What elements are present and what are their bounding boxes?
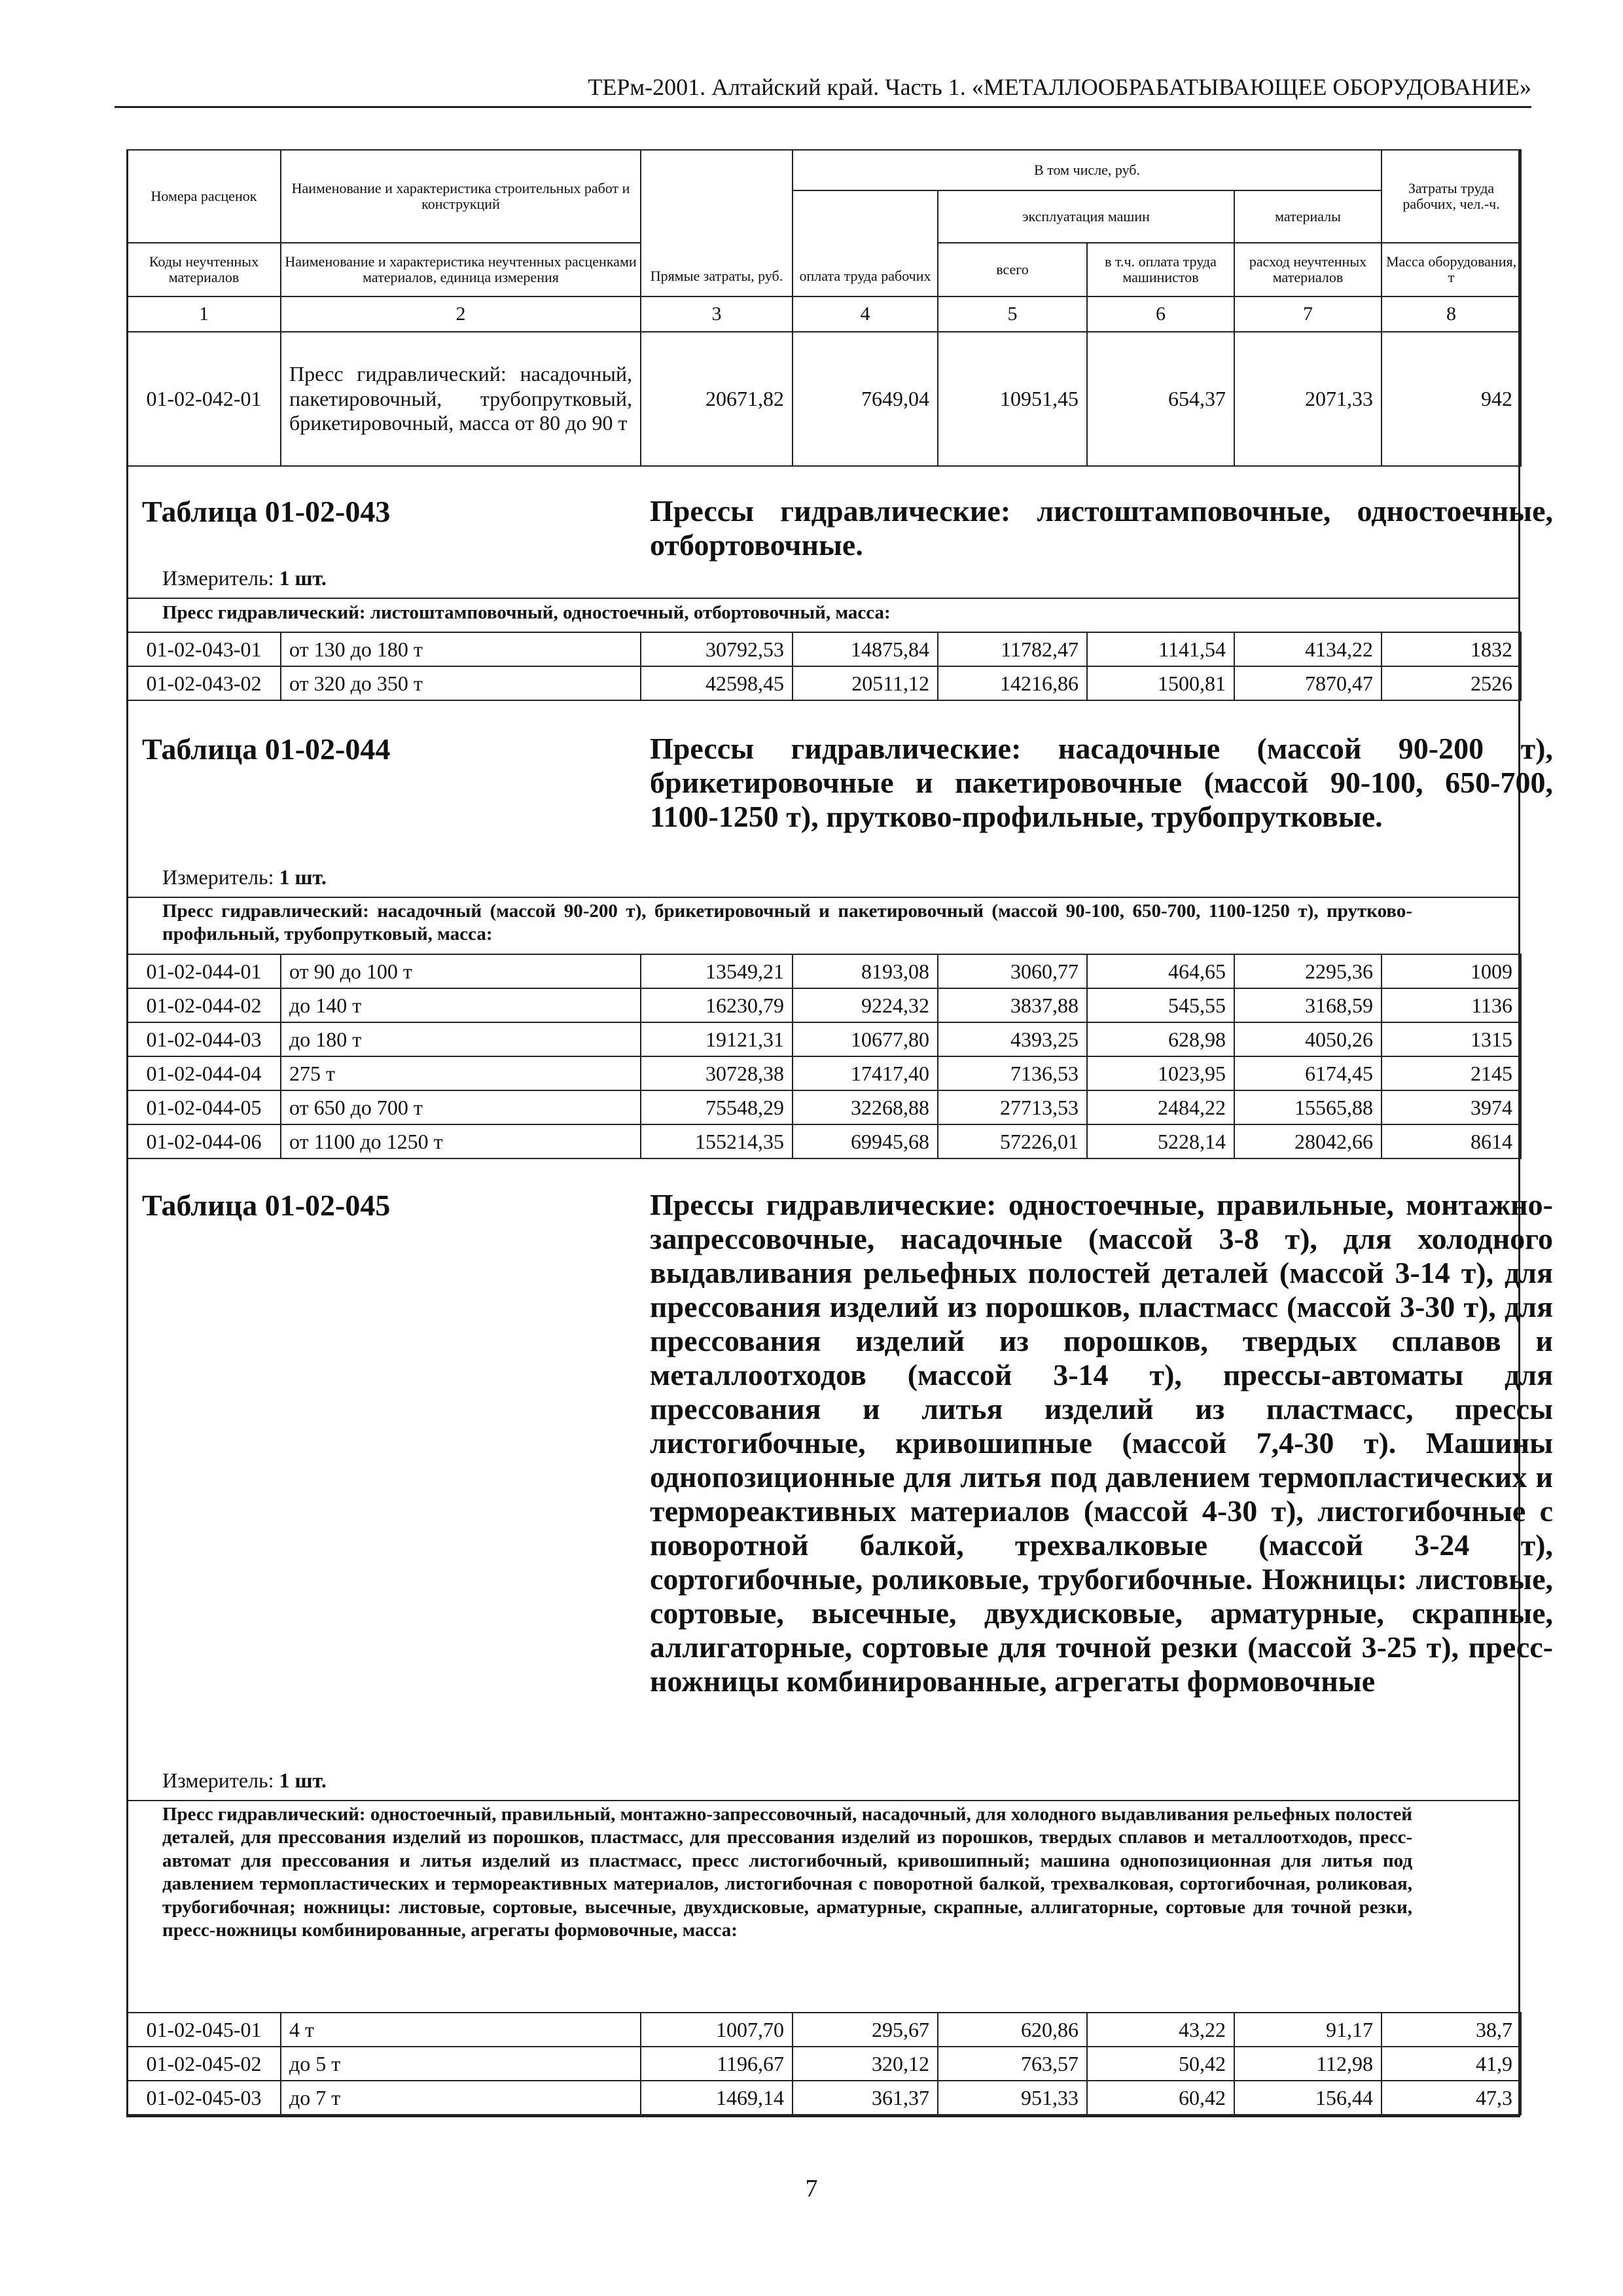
measure-unit: Измеритель: 1 шт.: [162, 1768, 327, 1792]
machines-total-value: 10951,45: [938, 332, 1087, 466]
rate-code: 01-02-044-04: [127, 1056, 281, 1090]
machinists-pay-value: 628,98: [1087, 1022, 1234, 1056]
page-number: 7: [805, 2175, 818, 2202]
materials-value: 91,17: [1234, 2013, 1382, 2047]
table-row: [127, 1124, 1521, 1158]
rate-name: от 320 до 350 т: [281, 666, 641, 700]
machines-total-value: 11782,47: [938, 632, 1087, 666]
machinists-pay-value: 464,65: [1087, 954, 1234, 988]
header-rule: [115, 106, 1531, 108]
materials-value: 2071,33: [1234, 332, 1382, 466]
equipment-mass-header: Масса оборудования, т: [1382, 243, 1521, 296]
machines-total-value: 3837,88: [938, 988, 1087, 1022]
table-row: [127, 954, 1521, 988]
rate-code: 01-02-044-06: [127, 1124, 281, 1158]
unaccounted-materials-header: расход неучтенных материалов: [1234, 243, 1382, 296]
rate-name: до 180 т: [281, 1022, 641, 1056]
labor-pay-value: 20511,12: [793, 666, 938, 700]
materials-value: 4050,26: [1234, 1022, 1382, 1056]
labor-pay-value: 69945,68: [793, 1124, 938, 1158]
materials-value: 2295,36: [1234, 954, 1382, 988]
column-number: 3: [641, 296, 793, 332]
rates-table: [126, 954, 1522, 1159]
column-number: 6: [1087, 296, 1234, 332]
labor-pay-value: 10677,80: [793, 1022, 938, 1056]
table-row: [127, 988, 1521, 1022]
machines-total-value: 3060,77: [938, 954, 1087, 988]
table-title: Прессы гидравлические: насадочные (массой 90-200 т), брикетировочные и пакетировочные (массой 90-100, 650-700, 1100-1250 т), прутково-профильные, трубопрутковые.: [650, 732, 1553, 833]
rate-code: 01-02-044-05: [127, 1090, 281, 1124]
column-header-table: [126, 149, 1522, 467]
column-number: 7: [1234, 296, 1382, 332]
machines-header: эксплуатация машин: [938, 190, 1234, 243]
labor-pay-value: 14875,84: [793, 632, 938, 666]
rates-table: [126, 632, 1522, 701]
table-title: Прессы гидравлические: листоштамповочные, одностоечные, отбортовочные.: [650, 494, 1553, 562]
materials-header: материалы: [1234, 190, 1382, 243]
direct-costs-value: 30792,53: [641, 632, 793, 666]
table-label: Таблица 01-02-043: [142, 495, 391, 528]
table-row: [127, 1056, 1521, 1090]
rate-name: Пресс гидравлический: насадочный, пакетировочный, трубопрутковый, брикетировочный, масса от 80 до 90 т: [281, 332, 641, 466]
machines-total-header: всего: [938, 243, 1087, 296]
machinists-pay-header: в т.ч. оплата труда машинистов: [1087, 243, 1234, 296]
materials-value: 28042,66: [1234, 1124, 1382, 1158]
machines-total-value: 4393,25: [938, 1022, 1087, 1056]
machines-total-value: 27713,53: [938, 1090, 1087, 1124]
labor-costs-value: 2145: [1382, 1056, 1521, 1090]
labor-costs-value: 1009: [1382, 954, 1521, 988]
labor-costs-value: 1315: [1382, 1022, 1521, 1056]
divider: [126, 1800, 1520, 1801]
name-materials-header: Наименование и характеристика неучтенных расценками материалов, единица измерения: [281, 243, 641, 296]
rate-name: до 140 т: [281, 988, 641, 1022]
name-works-header: Наименование и характеристика строительных работ и конструкций: [281, 150, 641, 243]
table-description: Пресс гидравлический: насадочный (массой 90-200 т), брикетировочный и пакетировочный (массой 90-100, 650-700, 1100-1250 т), прутково-профильный, трубопрутковый, масса:: [162, 901, 1412, 945]
labor-costs-value: 47,3: [1382, 2081, 1521, 2115]
table-description: Пресс гидравлический: одностоечный, правильный, монтажно-запрессовочный, насадочный, для холодного выдавливания рельефных полостей деталей, для прессования изделий из порошков, пластмасс, для прессования изделий из порошков, твердых сплавов и металлоотходов, пресс-автомат для прессования и литья изделий из пластмасс, пресс листогибочный, кривошипный; машина однопозиционная для литья под давлением термопластических и термореактивных материалов, листогибочная с поворотной балкой, трехвалковая, сортогибочная, роликовая, трубогибочная; ножницы: листовые, сортовые, высечные, двухдисковые, арматурные, скрапные, аллигаторные, сортовые для точной резки, пресс-ножницы комбинированные, агрегаты формовочные, масса:: [162, 1804, 1412, 1941]
machines-total-value: 57226,01: [938, 1124, 1087, 1158]
labor-costs-value: 1136: [1382, 988, 1521, 1022]
rate-code: 01-02-045-02: [127, 2047, 281, 2081]
labor-costs-value: 1832: [1382, 632, 1521, 666]
column-number: 2: [281, 296, 641, 332]
rate-code: 01-02-045-03: [127, 2081, 281, 2115]
table-row: [127, 632, 1521, 666]
machines-total-value: 620,86: [938, 2013, 1087, 2047]
rate-name: 275 т: [281, 1056, 641, 1090]
direct-costs-value: 16230,79: [641, 988, 793, 1022]
codes-materials-header: Коды неучтенных материалов: [127, 243, 281, 296]
table-description: Пресс гидравлический: листоштамповочный, одностоечный, отбортовочный, масса:: [162, 602, 891, 623]
divider: [126, 598, 1520, 599]
rate-code: 01-02-044-03: [127, 1022, 281, 1056]
table-row: [127, 1090, 1521, 1124]
labor-pay-value: 9224,32: [793, 988, 938, 1022]
labor-costs-value: 3974: [1382, 1090, 1521, 1124]
machinists-pay-value: 654,37: [1087, 332, 1234, 466]
rate-name: от 1100 до 1250 т: [281, 1124, 641, 1158]
rates-table: [126, 2012, 1522, 2115]
running-header: ТЕРм-2001. Алтайский край. Часть 1. «МЕТАЛЛООБРАБАТЫВАЮЩЕЕ ОБОРУДОВАНИЕ»: [588, 74, 1531, 100]
labor-costs-header: Затраты труда рабочих, чел.-ч.: [1382, 150, 1521, 243]
labor-costs-value: 38,7: [1382, 2013, 1521, 2047]
table-label: Таблица 01-02-045: [142, 1189, 391, 1222]
table-row: [127, 332, 1521, 466]
materials-value: 3168,59: [1234, 988, 1382, 1022]
column-number: 5: [938, 296, 1087, 332]
direct-costs-value: 1196,67: [641, 2047, 793, 2081]
machinists-pay-value: 545,55: [1087, 988, 1234, 1022]
materials-value: 6174,45: [1234, 1056, 1382, 1090]
labor-pay-value: 7649,04: [793, 332, 938, 466]
machinists-pay-value: 43,22: [1087, 2013, 1234, 2047]
direct-costs-header: Прямые затраты, руб.: [641, 150, 793, 296]
machinists-pay-value: 1500,81: [1087, 666, 1234, 700]
labor-costs-value: 942: [1382, 332, 1521, 466]
rate-name: до 7 т: [281, 2081, 641, 2115]
column-number: 4: [793, 296, 938, 332]
labor-pay-value: 295,67: [793, 2013, 938, 2047]
table-label: Таблица 01-02-044: [142, 732, 391, 766]
rate-code: 01-02-042-01: [127, 332, 281, 466]
rate-name: 4 т: [281, 2013, 641, 2047]
table-row: [127, 2081, 1521, 2115]
direct-costs-value: 75548,29: [641, 1090, 793, 1124]
table-row: [127, 1022, 1521, 1056]
labor-pay-value: 320,12: [793, 2047, 938, 2081]
machinists-pay-value: 5228,14: [1087, 1124, 1234, 1158]
machines-total-value: 14216,86: [938, 666, 1087, 700]
labor-costs-value: 8614: [1382, 1124, 1521, 1158]
materials-value: 112,98: [1234, 2047, 1382, 2081]
machines-total-value: 7136,53: [938, 1056, 1087, 1090]
labor-pay-value: 361,37: [793, 2081, 938, 2115]
machines-total-value: 951,33: [938, 2081, 1087, 2115]
materials-value: 4134,22: [1234, 632, 1382, 666]
rate-name: до 5 т: [281, 2047, 641, 2081]
labor-costs-value: 41,9: [1382, 2047, 1521, 2081]
machinists-pay-value: 1141,54: [1087, 632, 1234, 666]
labor-pay-value: 17417,40: [793, 1056, 938, 1090]
rate-code: 01-02-043-02: [127, 666, 281, 700]
materials-value: 156,44: [1234, 2081, 1382, 2115]
rate-code: 01-02-044-02: [127, 988, 281, 1022]
measure-unit: Измеритель: 1 шт.: [162, 566, 327, 590]
labor-pay-value: 8193,08: [793, 954, 938, 988]
direct-costs-value: 42598,45: [641, 666, 793, 700]
table-row: [127, 2047, 1521, 2081]
direct-costs-value: 13549,21: [641, 954, 793, 988]
materials-value: 7870,47: [1234, 666, 1382, 700]
rate-code: 01-02-045-01: [127, 2013, 281, 2047]
rate-code: 01-02-044-01: [127, 954, 281, 988]
labor-pay-value: 32268,88: [793, 1090, 938, 1124]
measure-unit: Измеритель: 1 шт.: [162, 865, 327, 889]
table-title: Прессы гидравлические: одностоечные, правильные, монтажно-запрессовочные, насадочные (массой 3-8 т), для холодного выдавливания рельефных полостей деталей (массой 3-14 т), для прессования изделий из порошков, пластмасс (массой 3-30 т), для прессования изделий из порошков, твердых сплавов и металлоотходов (массой 3-14 т), прессы-автоматы для прессования и литья изделий из пластмасс, прессы листогибочные, кривошипные (массой 7,4-30 т). Машины однопозиционные для литья под давлением термопластических и термореактивных материалов (массой 4-30 т), листогибочные с поворотной балкой, трехвалковые (массой 3-24 т), сортогибочные, роликовые, трубогибочные. Ножницы: листовые, сортовые, высечные, двухдисковые, арматурные, скрапные, аллигаторные, сортовые для точной резки (массой 3-25 т), пресс-ножницы комбинированные, агрегаты формовочные: [650, 1188, 1553, 1698]
table-row: [127, 2013, 1521, 2047]
in-total-header: В том числе, руб.: [793, 150, 1382, 190]
direct-costs-value: 30728,38: [641, 1056, 793, 1090]
labor-costs-value: 2526: [1382, 666, 1521, 700]
rate-name: от 650 до 700 т: [281, 1090, 641, 1124]
machinists-pay-value: 50,42: [1087, 2047, 1234, 2081]
direct-costs-value: 1007,70: [641, 2013, 793, 2047]
direct-costs-value: 19121,31: [641, 1022, 793, 1056]
machinists-pay-value: 60,42: [1087, 2081, 1234, 2115]
rate-name: от 90 до 100 т: [281, 954, 641, 988]
machinists-pay-value: 2484,22: [1087, 1090, 1234, 1124]
column-number: 1: [127, 296, 281, 332]
column-number: 8: [1382, 296, 1521, 332]
table-row: [127, 666, 1521, 700]
divider: [126, 897, 1520, 898]
machinists-pay-value: 1023,95: [1087, 1056, 1234, 1090]
direct-costs-value: 155214,35: [641, 1124, 793, 1158]
direct-costs-value: 20671,82: [641, 332, 793, 466]
labor-pay-header: оплата труда рабочих: [793, 190, 938, 296]
rate-code: 01-02-043-01: [127, 632, 281, 666]
direct-costs-value: 1469,14: [641, 2081, 793, 2115]
machines-total-value: 763,57: [938, 2047, 1087, 2081]
rate-name: от 130 до 180 т: [281, 632, 641, 666]
materials-value: 15565,88: [1234, 1090, 1382, 1124]
rate-numbers-header: Номера расценок: [127, 150, 281, 243]
